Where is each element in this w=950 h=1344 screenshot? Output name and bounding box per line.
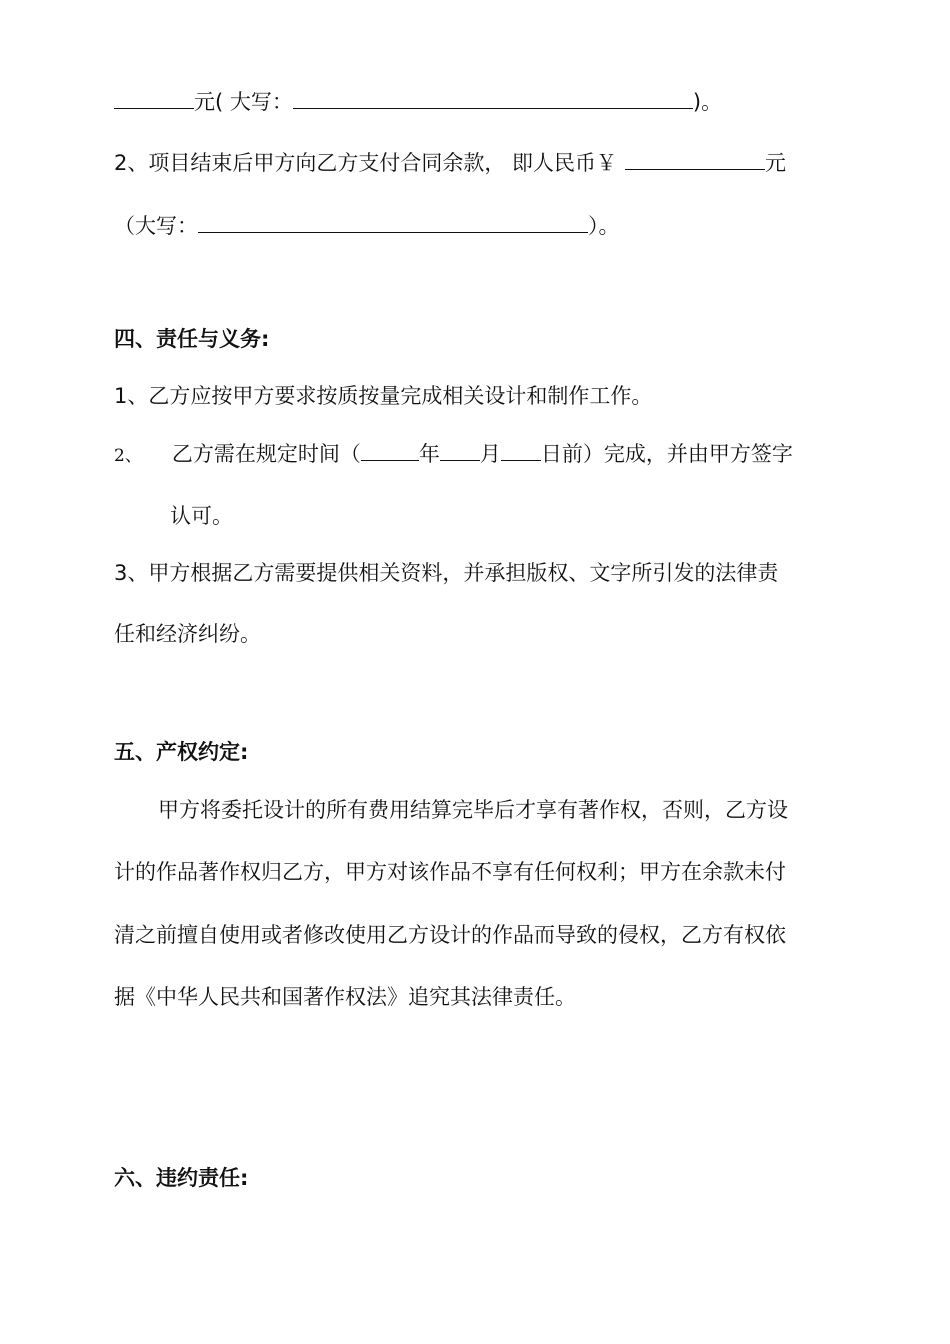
section-4-item-3-line-1: 3、甲方根据乙方需要提供相关资料，并承担版权、文字所引发的法律责 — [114, 561, 779, 585]
payment-line-end: )。 — [692, 90, 723, 114]
section-5-para-line-3: 清之前擅自使用或者修改使用乙方设计的作品而导致的侵权，乙方有权依 — [114, 923, 786, 947]
amount-blank — [114, 86, 194, 109]
payment-line-1 — [114, 86, 722, 117]
section-4-item-2 — [114, 438, 793, 471]
section-4-item-2-text-a: 乙方需在规定时间（ — [171, 442, 361, 466]
section-5-para-line-1: 甲方将委托设计的所有费用结算完毕后才享有著作权，否则，乙方设 — [158, 798, 788, 822]
section-5-heading: 五、产权约定: — [114, 740, 249, 764]
payment-item-2-cont-end: ）。 — [588, 214, 620, 238]
amount-words-blank — [293, 86, 693, 109]
section-5-para-line-4: 据《中华人民共和国著作权法》追究其法律责任。 — [114, 985, 576, 1009]
section-5-para-line-2: 计的作品著作权归乙方，甲方对该作品不享有任何权利；甲方在余款未付 — [114, 860, 786, 884]
section-4-item-3-line-2: 任和经济纠纷。 — [114, 622, 261, 646]
day-blank — [501, 438, 541, 461]
section-4-item-2-cont: 认可。 — [170, 504, 233, 528]
payment-item-2-cont-start: （大写： — [114, 214, 198, 238]
section-4-item-2-number: 2、 — [114, 446, 142, 466]
month-blank — [440, 438, 480, 461]
section-6-heading: 六、违约责任: — [114, 1166, 249, 1190]
year-blank — [361, 438, 419, 461]
section-4-item-1: 1、乙方应按甲方要求按质按量完成相关设计和制作工作。 — [114, 384, 653, 408]
balance-words-blank — [198, 210, 588, 233]
payment-unit-label: 元( 大写： — [194, 90, 293, 114]
payment-item-2-cont — [114, 210, 620, 241]
section-4-heading: 四、责任与义务: — [114, 327, 270, 351]
payment-item-2-unit: 元 — [765, 151, 787, 175]
year-label: 年 — [418, 442, 440, 466]
balance-amount-blank — [625, 147, 765, 170]
month-label: 月 — [479, 442, 501, 466]
day-label: 日前）完成，并由甲方签字 — [540, 442, 793, 466]
payment-item-2 — [114, 147, 786, 178]
payment-item-2-text: 2、项目结束后甲方向乙方支付合同余款， 即人民币￥ — [114, 151, 618, 175]
